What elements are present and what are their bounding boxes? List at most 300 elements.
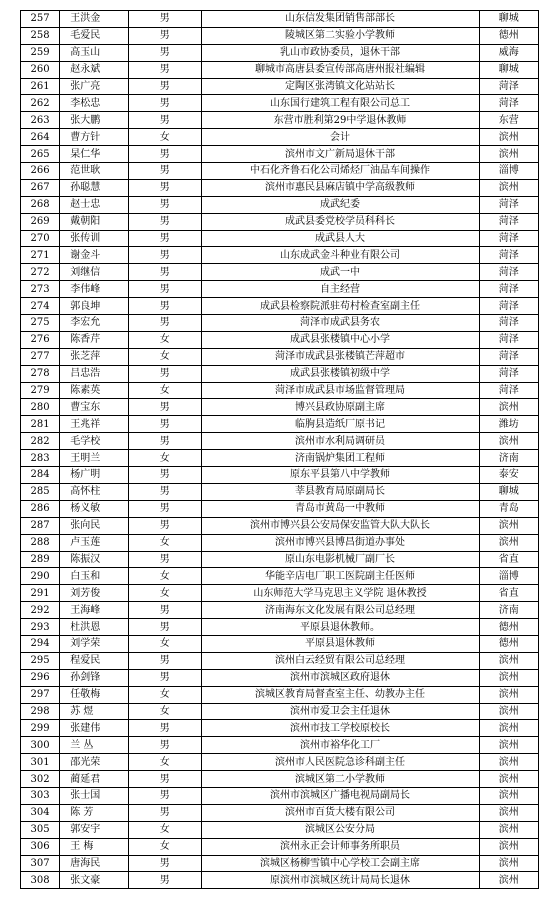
- gender-cell: 男: [129, 163, 201, 180]
- organization-cell: 滨城区杨柳雪镇中心学校工会副主席: [201, 855, 479, 872]
- row-number-cell: 306: [21, 838, 60, 855]
- row-number-cell: 279: [21, 382, 60, 399]
- city-cell: 滨州: [479, 129, 538, 146]
- organization-cell: 滨州市文广新局退休干部: [201, 146, 479, 163]
- gender-cell: 男: [129, 399, 201, 416]
- city-cell: 青岛: [479, 500, 538, 517]
- person-name-cell: 白玉和: [60, 568, 129, 585]
- table-row: [21, 787, 539, 804]
- row-number-cell: 263: [21, 112, 60, 129]
- gender-cell: 男: [129, 44, 201, 61]
- person-name-cell: 苏 煜: [60, 703, 129, 720]
- organization-cell: 滨州市技工学校原校长: [201, 720, 479, 737]
- city-cell: 菏泽: [479, 281, 538, 298]
- city-cell: 聊城: [479, 61, 538, 78]
- organization-cell: 滨州市裕华化工厂: [201, 737, 479, 754]
- gender-cell: 男: [129, 619, 201, 636]
- city-cell: 滨州: [479, 771, 538, 788]
- city-cell: 滨州: [479, 179, 538, 196]
- organization-cell: 成武县检察院派驻苟村检查室副主任: [201, 298, 479, 315]
- gender-cell: 男: [129, 737, 201, 754]
- gender-cell: 女: [129, 382, 201, 399]
- person-name-cell: 张大鹏: [60, 112, 129, 129]
- person-name-cell: 刘学荣: [60, 635, 129, 652]
- gender-cell: 女: [129, 129, 201, 146]
- gender-cell: 男: [129, 365, 201, 382]
- table-row: [21, 619, 539, 636]
- person-name-cell: 戴朝阳: [60, 213, 129, 230]
- organization-cell: 莘县教育局原副局长: [201, 483, 479, 500]
- row-number-cell: 270: [21, 230, 60, 247]
- organization-cell: 成武县张楼镇中心小学: [201, 331, 479, 348]
- gender-cell: 男: [129, 281, 201, 298]
- table-row: [21, 720, 539, 737]
- gender-cell: 男: [129, 179, 201, 196]
- person-name-cell: 高怀柱: [60, 483, 129, 500]
- row-number-cell: 302: [21, 771, 60, 788]
- table-row: [21, 467, 539, 484]
- person-name-cell: 张文豪: [60, 872, 129, 889]
- table-row: [21, 669, 539, 686]
- organization-cell: 滨州市水利局调研员: [201, 433, 479, 450]
- gender-cell: 女: [129, 450, 201, 467]
- table-row: [21, 804, 539, 821]
- organization-cell: 陵城区第二实验小学教师: [201, 27, 479, 44]
- organization-cell: 会计: [201, 129, 479, 146]
- gender-cell: 男: [129, 855, 201, 872]
- gender-cell: 女: [129, 838, 201, 855]
- person-name-cell: 程爱民: [60, 652, 129, 669]
- city-cell: 滨州: [479, 737, 538, 754]
- city-cell: 德州: [479, 27, 538, 44]
- city-cell: 聊城: [479, 11, 538, 28]
- city-cell: 滨州: [479, 703, 538, 720]
- person-name-cell: 曹宝东: [60, 399, 129, 416]
- city-cell: 潍坊: [479, 416, 538, 433]
- row-number-cell: 273: [21, 281, 60, 298]
- organization-cell: 华能辛店电厂职工医院副主任医师: [201, 568, 479, 585]
- person-name-cell: 王明兰: [60, 450, 129, 467]
- organization-cell: 滨城区第二小学教师: [201, 771, 479, 788]
- table-row: [21, 500, 539, 517]
- row-number-cell: 284: [21, 467, 60, 484]
- table-row: [21, 534, 539, 551]
- person-name-cell: 郭良坤: [60, 298, 129, 315]
- table-row: [21, 179, 539, 196]
- gender-cell: 男: [129, 27, 201, 44]
- table-row: [21, 264, 539, 281]
- row-number-cell: 297: [21, 686, 60, 703]
- gender-cell: 女: [129, 635, 201, 652]
- person-name-cell: 张传训: [60, 230, 129, 247]
- gender-cell: 男: [129, 483, 201, 500]
- organization-cell: 滨州白云经贸有限公司总经理: [201, 652, 479, 669]
- table-row: [21, 551, 539, 568]
- gender-cell: 女: [129, 585, 201, 602]
- row-number-cell: 289: [21, 551, 60, 568]
- organization-cell: 定陶区张湾镇文化站站长: [201, 78, 479, 95]
- organization-cell: 滨城区公安分局: [201, 821, 479, 838]
- organization-cell: 成武县委党校学员科科长: [201, 213, 479, 230]
- person-name-cell: 曹方针: [60, 129, 129, 146]
- row-number-cell: 287: [21, 517, 60, 534]
- gender-cell: 男: [129, 230, 201, 247]
- city-cell: 济南: [479, 450, 538, 467]
- row-number-cell: 260: [21, 61, 60, 78]
- gender-cell: 男: [129, 112, 201, 129]
- row-number-cell: 264: [21, 129, 60, 146]
- person-name-cell: 卢玉莲: [60, 534, 129, 551]
- table-row: [21, 95, 539, 112]
- row-number-cell: 267: [21, 179, 60, 196]
- row-number-cell: 269: [21, 213, 60, 230]
- city-cell: 济南: [479, 602, 538, 619]
- row-number-cell: 286: [21, 500, 60, 517]
- person-name-cell: 吕忠浩: [60, 365, 129, 382]
- person-name-cell: 高玉山: [60, 44, 129, 61]
- person-name-cell: 张广亮: [60, 78, 129, 95]
- person-name-cell: 张向民: [60, 517, 129, 534]
- organization-cell: 山东信发集团销售部部长: [201, 11, 479, 28]
- city-cell: 滨州: [479, 399, 538, 416]
- organization-cell: 滨州市滨城区广播电视局副局长: [201, 787, 479, 804]
- city-cell: 德州: [479, 619, 538, 636]
- row-number-cell: 282: [21, 433, 60, 450]
- city-cell: 滨州: [479, 669, 538, 686]
- person-name-cell: 邵光荣: [60, 754, 129, 771]
- row-number-cell: 266: [21, 163, 60, 180]
- organization-cell: 滨州市百货大楼有限公司: [201, 804, 479, 821]
- organization-cell: 滨州市滨城区政府退休: [201, 669, 479, 686]
- organization-cell: 东营市胜利第29中学退休教师: [201, 112, 479, 129]
- row-number-cell: 305: [21, 821, 60, 838]
- gender-cell: 男: [129, 11, 201, 28]
- city-cell: 滨州: [479, 855, 538, 872]
- table-row: [21, 855, 539, 872]
- table-row: [21, 838, 539, 855]
- table-row: [21, 433, 539, 450]
- person-name-cell: 陈素英: [60, 382, 129, 399]
- table-row: [21, 44, 539, 61]
- gender-cell: 男: [129, 247, 201, 264]
- organization-cell: 成武县人大: [201, 230, 479, 247]
- table-row: [21, 635, 539, 652]
- organization-cell: 原滨州市滨城区统计局局长退休: [201, 872, 479, 889]
- city-cell: 东营: [479, 112, 538, 129]
- gender-cell: 女: [129, 568, 201, 585]
- gender-cell: 女: [129, 686, 201, 703]
- person-name-cell: 蔺延君: [60, 771, 129, 788]
- person-name-cell: 李伟峰: [60, 281, 129, 298]
- table-row: [21, 247, 539, 264]
- row-number-cell: 272: [21, 264, 60, 281]
- row-number-cell: 304: [21, 804, 60, 821]
- row-number-cell: 298: [21, 703, 60, 720]
- organization-cell: 中石化齐鲁石化公司烯烃厂油品车间操作: [201, 163, 479, 180]
- table-row: [21, 11, 539, 28]
- gender-cell: 男: [129, 213, 201, 230]
- city-cell: 淄博: [479, 163, 538, 180]
- row-number-cell: 262: [21, 95, 60, 112]
- city-cell: 菏泽: [479, 247, 538, 264]
- gender-cell: 男: [129, 433, 201, 450]
- gender-cell: 女: [129, 754, 201, 771]
- row-number-cell: 290: [21, 568, 60, 585]
- row-number-cell: 303: [21, 787, 60, 804]
- table-row: [21, 568, 539, 585]
- row-number-cell: 280: [21, 399, 60, 416]
- city-cell: 菏泽: [479, 95, 538, 112]
- row-number-cell: 268: [21, 196, 60, 213]
- table-row: [21, 686, 539, 703]
- city-cell: 滨州: [479, 754, 538, 771]
- gender-cell: 男: [129, 95, 201, 112]
- row-number-cell: 275: [21, 315, 60, 332]
- table-row: [21, 78, 539, 95]
- person-name-cell: 刘继信: [60, 264, 129, 281]
- table-row: [21, 61, 539, 78]
- row-number-cell: 296: [21, 669, 60, 686]
- person-name-cell: 王 梅: [60, 838, 129, 855]
- gender-cell: 女: [129, 348, 201, 365]
- gender-cell: 男: [129, 804, 201, 821]
- city-cell: 菏泽: [479, 315, 538, 332]
- person-name-cell: 赵士忠: [60, 196, 129, 213]
- city-cell: 菏泽: [479, 196, 538, 213]
- organization-cell: 滨州永正会计师事务所职员: [201, 838, 479, 855]
- table-row: [21, 281, 539, 298]
- gender-cell: 女: [129, 534, 201, 551]
- person-name-cell: 李宏允: [60, 315, 129, 332]
- city-cell: 聊城: [479, 483, 538, 500]
- gender-cell: 男: [129, 517, 201, 534]
- table-row: [21, 27, 539, 44]
- row-number-cell: 259: [21, 44, 60, 61]
- row-number-cell: 295: [21, 652, 60, 669]
- organization-cell: 滨州市惠民县麻店镇中学高级教师: [201, 179, 479, 196]
- table-row: [21, 703, 539, 720]
- row-number-cell: 257: [21, 11, 60, 28]
- person-name-cell: 孙剑锋: [60, 669, 129, 686]
- person-name-cell: 刘芳俊: [60, 585, 129, 602]
- gender-cell: 男: [129, 652, 201, 669]
- person-name-cell: 王洪金: [60, 11, 129, 28]
- person-name-cell: 陈 芳: [60, 804, 129, 821]
- table-row: [21, 298, 539, 315]
- gender-cell: 男: [129, 264, 201, 281]
- row-number-cell: 276: [21, 331, 60, 348]
- row-number-cell: 308: [21, 872, 60, 889]
- row-number-cell: 292: [21, 602, 60, 619]
- city-cell: 滨州: [479, 872, 538, 889]
- table-row: [21, 754, 539, 771]
- organization-cell: 菏泽市成武县市场监督管理局: [201, 382, 479, 399]
- city-cell: 省直: [479, 551, 538, 568]
- row-number-cell: 288: [21, 534, 60, 551]
- city-cell: 菏泽: [479, 213, 538, 230]
- city-cell: 菏泽: [479, 264, 538, 281]
- person-name-cell: 毛学校: [60, 433, 129, 450]
- table-row: [21, 483, 539, 500]
- row-number-cell: 293: [21, 619, 60, 636]
- person-name-cell: 谢金斗: [60, 247, 129, 264]
- table-row: [21, 112, 539, 129]
- gender-cell: 男: [129, 78, 201, 95]
- city-cell: 滨州: [479, 804, 538, 821]
- gender-cell: 男: [129, 771, 201, 788]
- organization-cell: 济南海东文化发展有限公司总经理: [201, 602, 479, 619]
- table-row: [21, 416, 539, 433]
- organization-cell: 滨州市爱卫会主任退休: [201, 703, 479, 720]
- table-row: [21, 382, 539, 399]
- row-number-cell: 258: [21, 27, 60, 44]
- city-cell: 滨州: [479, 787, 538, 804]
- row-number-cell: 300: [21, 737, 60, 754]
- organization-cell: 原山东电影机械厂副厂长: [201, 551, 479, 568]
- table-row: [21, 652, 539, 669]
- organization-cell: 滨城区教育局督查室主任、幼教办主任: [201, 686, 479, 703]
- gender-cell: 男: [129, 872, 201, 889]
- table-row: [21, 821, 539, 838]
- city-cell: 滨州: [479, 517, 538, 534]
- person-name-cell: 任敬梅: [60, 686, 129, 703]
- organization-cell: 山东成武金斗种业有限公司: [201, 247, 479, 264]
- table-row: [21, 348, 539, 365]
- table-row: [21, 771, 539, 788]
- person-name-cell: 张建伟: [60, 720, 129, 737]
- city-cell: 滨州: [479, 652, 538, 669]
- organization-cell: 自主经营: [201, 281, 479, 298]
- gender-cell: 男: [129, 467, 201, 484]
- organization-cell: 成武一中: [201, 264, 479, 281]
- table-row: [21, 331, 539, 348]
- city-cell: 菏泽: [479, 331, 538, 348]
- row-number-cell: 274: [21, 298, 60, 315]
- city-cell: 淄博: [479, 568, 538, 585]
- table-row: [21, 163, 539, 180]
- person-name-cell: 毛爱民: [60, 27, 129, 44]
- person-name-cell: 杨广明: [60, 467, 129, 484]
- person-name-cell: 赵永斌: [60, 61, 129, 78]
- roster-table: [20, 10, 539, 889]
- person-name-cell: 范世耿: [60, 163, 129, 180]
- table-row: [21, 146, 539, 163]
- table-row: [21, 213, 539, 230]
- table-row: [21, 196, 539, 213]
- table-row: [21, 399, 539, 416]
- gender-cell: 男: [129, 146, 201, 163]
- row-number-cell: 301: [21, 754, 60, 771]
- organization-cell: 滨州市人民医院急诊科副主任: [201, 754, 479, 771]
- city-cell: 滨州: [479, 534, 538, 551]
- city-cell: 菏泽: [479, 365, 538, 382]
- row-number-cell: 307: [21, 855, 60, 872]
- row-number-cell: 277: [21, 348, 60, 365]
- row-number-cell: 285: [21, 483, 60, 500]
- gender-cell: 女: [129, 703, 201, 720]
- person-name-cell: 李松忠: [60, 95, 129, 112]
- city-cell: 菏泽: [479, 348, 538, 365]
- gender-cell: 男: [129, 669, 201, 686]
- person-name-cell: 张士国: [60, 787, 129, 804]
- city-cell: 省直: [479, 585, 538, 602]
- organization-cell: 乳山市政协委员，退休干部: [201, 44, 479, 61]
- city-cell: 滨州: [479, 686, 538, 703]
- organization-cell: 菏泽市成武县务农: [201, 315, 479, 332]
- row-number-cell: 265: [21, 146, 60, 163]
- person-name-cell: 杜洪恩: [60, 619, 129, 636]
- row-number-cell: 281: [21, 416, 60, 433]
- organization-cell: 滨州市博兴县公安局保安监管大队大队长: [201, 517, 479, 534]
- gender-cell: 男: [129, 196, 201, 213]
- table-row: [21, 129, 539, 146]
- table-row: [21, 230, 539, 247]
- person-name-cell: 王海峰: [60, 602, 129, 619]
- organization-cell: 原东平县第八中学教师: [201, 467, 479, 484]
- organization-cell: 成武县张楼镇初级中学: [201, 365, 479, 382]
- gender-cell: 男: [129, 602, 201, 619]
- organization-cell: 临朐县造纸厂原书记: [201, 416, 479, 433]
- organization-cell: 山东国行建筑工程有限公司总工: [201, 95, 479, 112]
- city-cell: 滨州: [479, 838, 538, 855]
- organization-cell: 山东师范大学马克思主义学院 退休教授: [201, 585, 479, 602]
- organization-cell: 菏泽市成武县张楼镇芒萍超市: [201, 348, 479, 365]
- row-number-cell: 261: [21, 78, 60, 95]
- gender-cell: 男: [129, 61, 201, 78]
- row-number-cell: 283: [21, 450, 60, 467]
- city-cell: 滨州: [479, 821, 538, 838]
- gender-cell: 男: [129, 551, 201, 568]
- city-cell: 菏泽: [479, 298, 538, 315]
- city-cell: 菏泽: [479, 78, 538, 95]
- person-name-cell: 王兆祥: [60, 416, 129, 433]
- city-cell: 滨州: [479, 146, 538, 163]
- gender-cell: 女: [129, 331, 201, 348]
- table-row: [21, 315, 539, 332]
- organization-cell: 滨州市博兴县博昌街道办事处: [201, 534, 479, 551]
- gender-cell: 男: [129, 500, 201, 517]
- gender-cell: 男: [129, 298, 201, 315]
- city-cell: 威海: [479, 44, 538, 61]
- person-name-cell: 孙聪慧: [60, 179, 129, 196]
- person-name-cell: 陈振汉: [60, 551, 129, 568]
- table-row: [21, 872, 539, 889]
- city-cell: 滨州: [479, 720, 538, 737]
- table-row: [21, 585, 539, 602]
- table-row: [21, 602, 539, 619]
- organization-cell: 聊城市高唐县委宣传部高唐州报社编辑: [201, 61, 479, 78]
- row-number-cell: 291: [21, 585, 60, 602]
- row-number-cell: 278: [21, 365, 60, 382]
- person-name-cell: 兰 丛: [60, 737, 129, 754]
- row-number-cell: 271: [21, 247, 60, 264]
- organization-cell: 博兴县政协原副主席: [201, 399, 479, 416]
- row-number-cell: 299: [21, 720, 60, 737]
- organization-cell: 平原县退休教师。: [201, 619, 479, 636]
- person-name-cell: 唐海民: [60, 855, 129, 872]
- gender-cell: 女: [129, 821, 201, 838]
- city-cell: 滨州: [479, 433, 538, 450]
- person-name-cell: 郭安宇: [60, 821, 129, 838]
- organization-cell: 济南锅炉集团工程师: [201, 450, 479, 467]
- city-cell: 菏泽: [479, 382, 538, 399]
- gender-cell: 男: [129, 787, 201, 804]
- organization-cell: 平原县退休教师: [201, 635, 479, 652]
- person-name-cell: 杲仁华: [60, 146, 129, 163]
- city-cell: 德州: [479, 635, 538, 652]
- table-row: [21, 517, 539, 534]
- table-row: [21, 365, 539, 382]
